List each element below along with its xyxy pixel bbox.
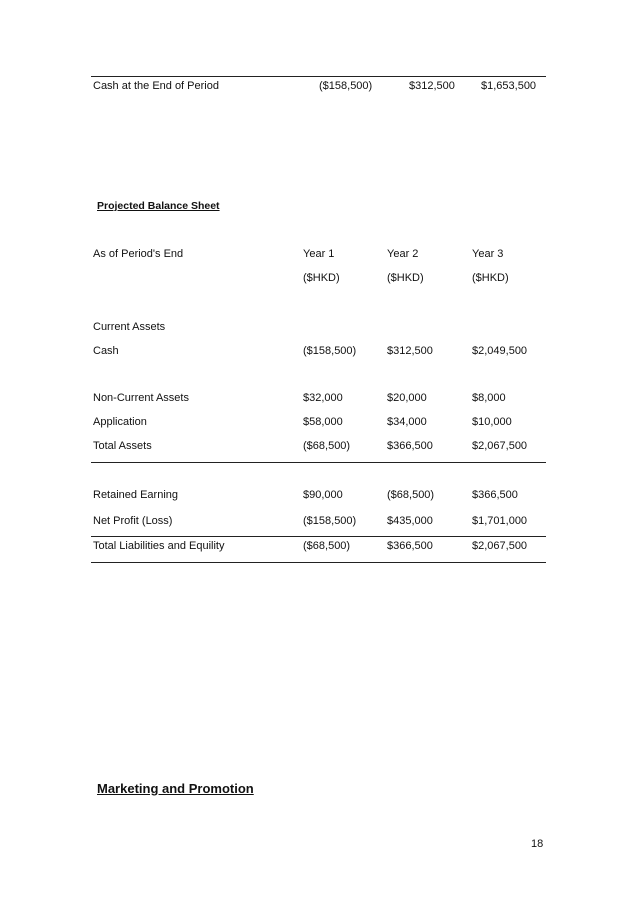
row-total-liab-label: Total Liabilities and Equility [93,540,225,552]
header-year-1: Year 1 [303,248,335,260]
row-application-y3: $10,000 [472,416,512,428]
row-application-y1: $58,000 [303,416,343,428]
row-retained-y3: $366,500 [472,489,518,501]
row-retained-y2: ($68,500) [387,489,435,501]
row-application-y2: $34,000 [387,416,427,428]
row-net-profit-label: Net Profit (Loss) [93,515,173,527]
cashflow-end-y3: $1,653,500 [481,80,537,92]
row-cash-y1: ($158,500) [303,345,357,357]
header-unit-3: ($HKD) [472,272,509,284]
row-cash-y2: $312,500 [387,345,433,357]
row-total-assets-y2: $366,500 [387,440,433,452]
row-retained-label: Retained Earning [93,489,179,501]
row-total-liab-y1: ($68,500) [303,540,351,552]
row-noncurrent-y1: $32,000 [303,392,343,404]
cashflow-top-rule [91,76,546,77]
row-total-liab-y3: $2,067,500 [472,540,528,552]
current-assets-heading: Current Assets [93,321,166,333]
balance-sheet-title: Projected Balance Sheet [97,200,220,212]
row-cash-label: Cash [93,345,119,357]
header-label: As of Period's End [93,248,184,260]
cashflow-end-label: Cash at the End of Period [93,80,219,92]
row-total-assets-y1: ($68,500) [303,440,351,452]
cashflow-end-y1: ($158,500) [319,80,373,92]
row-application-label: Application [93,416,147,428]
page-number: 18 [531,838,544,850]
header-unit-2: ($HKD) [387,272,424,284]
header-unit-1: ($HKD) [303,272,340,284]
total-assets-rule [91,462,546,463]
row-total-assets-label: Total Assets [93,440,152,452]
row-noncurrent-y2: $20,000 [387,392,427,404]
header-year-2: Year 2 [387,248,419,260]
table-bottom-rule [91,562,546,563]
row-noncurrent-label: Non-Current Assets [93,392,189,404]
row-cash-y3: $2,049,500 [472,345,528,357]
header-year-3: Year 3 [472,248,504,260]
row-net-profit-y1: ($158,500) [303,515,357,527]
section-heading: Marketing and Promotion [97,781,254,796]
net-profit-rule [91,536,546,537]
row-total-assets-y3: $2,067,500 [472,440,528,452]
row-retained-y1: $90,000 [303,489,343,501]
row-net-profit-y3: $1,701,000 [472,515,528,527]
row-net-profit-y2: $435,000 [387,515,433,527]
cashflow-end-y2: $312,500 [409,80,455,92]
row-total-liab-y2: $366,500 [387,540,433,552]
row-noncurrent-y3: $8,000 [472,392,506,404]
